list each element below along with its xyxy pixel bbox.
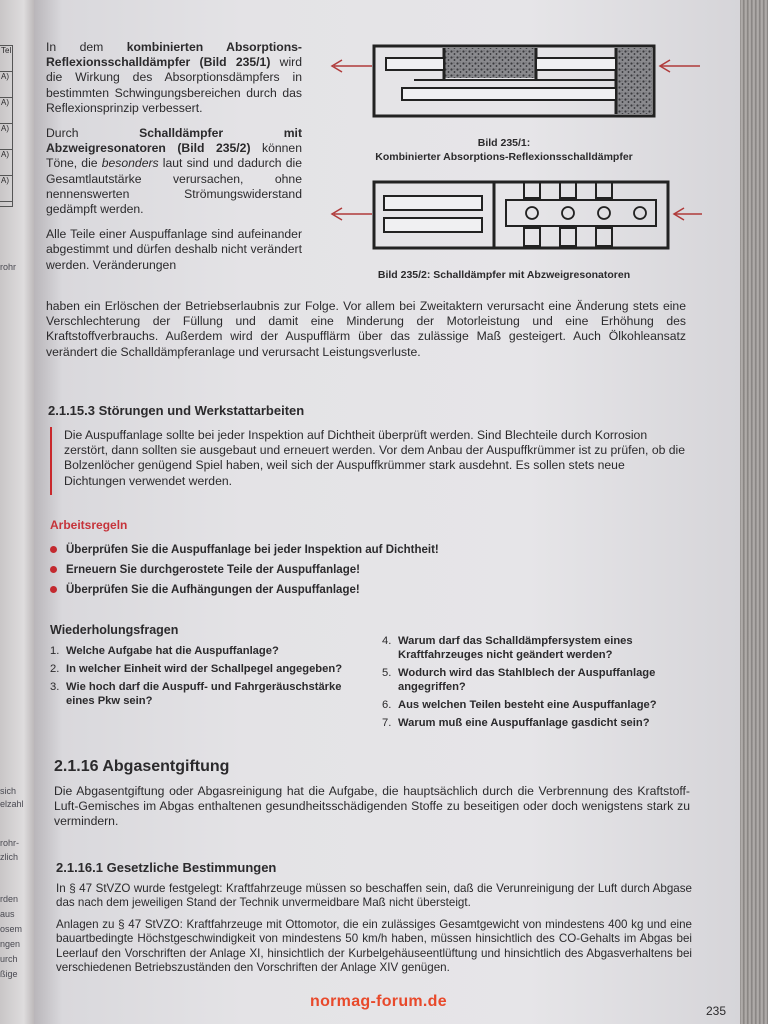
- section-text-2-1-16-1-p2: Anlagen zu § 47 StVZO: Kraftfahrzeuge mit Ottomotor, die ein zulässiges Gesamtgewicht von mindestens 400 kg und eine bauartbedingte Höchstgeschwindigkeit von mindestens 50 km/h haben, müssen hinsichtlich des CO-Gehalts im Abgas bei Leerlauf den Vorschriften der Anlage XI, hinsichtlich der Kurbelgehäuseentlüftung und hinsichtlich des Abgasverhaltens bei verschiedenen Betriebszuständen den Vorschriften der Anlage XIV genügen.: [56, 918, 692, 975]
- muffler-diagram-2: [324, 174, 704, 258]
- intro-paragraph-1: [46, 40, 302, 116]
- rule-text: Erneuern Sie durchgerostete Teile der Auspuffanlage!: [66, 564, 360, 576]
- bold-term: kombinierten Absorptions-Reflexionsschalldämpfer (Bild 235/1): [46, 40, 302, 70]
- figure-title: Kombinierter Absorptions-Reflexionsschalldämpfer: [375, 151, 633, 163]
- left-fragment: rden: [0, 894, 19, 904]
- section-text-2-1-15-3: Die Auspuffanlage sollte bei jeder Inspektion auf Dichtheit überprüft werden. Sind Blechteile durch Korrosion zerstört, dann sollten sie ausgebaut und erneuert werden. Vor dem Anbau der Auspuffkrümmer ist zu prüfen, ob die Bolzenlöcher genügend Spiel haben, weil sich der Auspuffkrümmer stark ausdehnt. Es sollen stets neue Dichtungen verwendet werden.: [64, 428, 686, 488]
- arbeitsregeln-list: [50, 540, 650, 600]
- left-page-edge: [0, 0, 34, 1024]
- question-text: Warum muß eine Auspuffanlage gasdicht sein?: [398, 717, 650, 729]
- intro-paragraph-3: Alle Teile einer Auspuffanlage sind aufeinander abgestimmt und dürfen deshalb nicht verändert werden. Veränderungen: [46, 227, 302, 272]
- book-page-edges: [740, 0, 768, 1024]
- figure-caption-1: [314, 136, 694, 164]
- question-number: 7.: [382, 717, 392, 729]
- question-item: [50, 644, 362, 658]
- question-item: [382, 634, 694, 662]
- book-page: [34, 0, 740, 1024]
- question-item: [50, 662, 362, 676]
- bold-term: Schalldämpfer mit Abzweigresonatoren (Bild 235/2): [46, 126, 302, 156]
- section-heading-2-1-16-1: 2.1.16.1 Gesetzliche Bestimmungen: [56, 860, 277, 875]
- left-fragment: sich: [0, 786, 17, 796]
- text-run: Durch: [46, 126, 140, 141]
- question-text: Aus welchen Teilen besteht eine Auspuffanlage?: [398, 699, 657, 711]
- question-number: 5.: [382, 667, 392, 679]
- question-number: 2.: [50, 663, 60, 675]
- left-fragment: rohr: [0, 262, 17, 272]
- question-number: 3.: [50, 681, 60, 693]
- left-fragment: Tel: [0, 46, 12, 72]
- question-item: [50, 680, 362, 708]
- left-page-table: [0, 45, 13, 207]
- section-heading-2-1-15-3: 2.1.15.3 Störungen und Werkstattarbeiten: [48, 403, 305, 418]
- wiederholungsfragen-title: Wiederholungsfragen: [50, 623, 179, 637]
- question-number: 4.: [382, 635, 392, 647]
- left-fragment: osem: [0, 924, 23, 934]
- left-fragment: urch: [0, 954, 18, 964]
- question-text: Wodurch wird das Stahlblech der Auspuffanlage angegriffen?: [398, 667, 656, 693]
- arbeitsregeln-title: Arbeitsregeln: [50, 518, 128, 532]
- question-item: [382, 666, 694, 694]
- intro-paragraph-2: [46, 126, 302, 217]
- text-run: wird die Wirkung des Absorptionsdämpfers in bestimmten Schwingungsbereichen durch das Reflexionsprinzip verbessert.: [46, 55, 302, 115]
- left-fragment: A): [0, 124, 12, 150]
- text-run: In dem: [46, 40, 127, 54]
- list-item: [50, 540, 650, 560]
- question-item: [382, 716, 694, 730]
- text-run: können Töne, die: [46, 141, 302, 171]
- list-item: [50, 560, 650, 580]
- rule-text: Überprüfen Sie die Auspuffanlage bei jeder Inspektion auf Dichtheit!: [66, 544, 439, 556]
- continuation-paragraph: haben ein Erlöschen der Betriebserlaubnis zur Folge. Vor allem bei Zweitaktern verursacht eine Änderung stets eine Verschlechterung der Füllung und damit eine Minderung der Motorleistung und eine Erhöhung des Kraftstoffverbrauchs. Außerdem wird der Auspufflärm über das zulässige Maß gesteigert. Auch Ölkohleansatz verändert die Schalldämpferanlage und verursacht Leistungsverluste.: [46, 299, 686, 359]
- question-item: [382, 698, 694, 712]
- figure-caption-2: Bild 235/2: Schalldämpfer mit Abzweigresonatoren: [377, 269, 631, 281]
- intro-text: [46, 40, 302, 273]
- question-text: Warum darf das Schalldämpfersystem eines Kraftfahrzeuges nicht geändert werden?: [398, 635, 633, 661]
- list-item: [50, 580, 650, 600]
- question-number: 1.: [50, 645, 60, 657]
- question-number: 6.: [382, 699, 392, 711]
- figure-number: Bild 235/1:: [477, 137, 531, 149]
- left-fragment: aus: [0, 909, 15, 919]
- question-text: Wie hoch darf die Auspuff- und Fahrgeräuschstärke eines Pkw sein?: [66, 681, 342, 707]
- left-fragment: ßige: [0, 969, 18, 979]
- questions-left: [50, 644, 362, 712]
- left-fragment: ngen: [0, 939, 21, 949]
- left-fragment: A): [0, 98, 12, 124]
- section-heading-2-1-16: 2.1.16 Abgasentgiftung: [54, 758, 230, 775]
- questions-right: [382, 634, 694, 734]
- section-text-2-1-16-1-p1: In § 47 StVZO wurde festgelegt: Kraftfahrzeuge müssen so beschaffen sein, daß die Verunreinigung der Luft durch Abgase das nach dem jeweiligen Stand der Technik unvermeidbare Maß nicht übersteigt.: [56, 882, 692, 910]
- left-fragment: A): [0, 72, 12, 98]
- section-text-2-1-16: Die Abgasentgiftung oder Abgasreinigung hat die Aufgabe, die hauptsächlich durch die Verbrennung des Kraftstoff-Luft-Gemisches im Abgas enthaltenen gesundheitsschädigenden Stoffe zu beseitigen oder doch wenigstens stark zu vermindern.: [54, 784, 690, 829]
- question-text: Welche Aufgabe hat die Auspuffanlage?: [66, 645, 279, 657]
- page-number: 235: [706, 1004, 727, 1018]
- left-fragment: A): [0, 150, 12, 176]
- bullet-icon: [50, 586, 57, 593]
- red-margin-bar: [50, 427, 52, 495]
- left-fragment: elzahl: [0, 799, 24, 809]
- bullet-icon: [50, 546, 57, 553]
- question-text: In welcher Einheit wird der Schallpegel angegeben?: [66, 663, 343, 675]
- bullet-icon: [50, 566, 57, 573]
- muffler-diagram-1: [324, 38, 704, 124]
- left-fragment: A): [0, 176, 12, 202]
- watermark: normag-forum.de: [310, 993, 447, 1010]
- text-run: laut sind und dadurch die Gesamtlautstärke verursachen, ohne nennenswerten Strömungswiderstand gedämpft werden.: [46, 156, 302, 217]
- rule-text: Überprüfen Sie die Aufhängungen der Auspuffanlage!: [66, 584, 360, 596]
- left-fragment: zlich: [0, 852, 19, 862]
- italic-term: besonders: [101, 156, 159, 171]
- left-fragment: rohr-: [0, 838, 20, 848]
